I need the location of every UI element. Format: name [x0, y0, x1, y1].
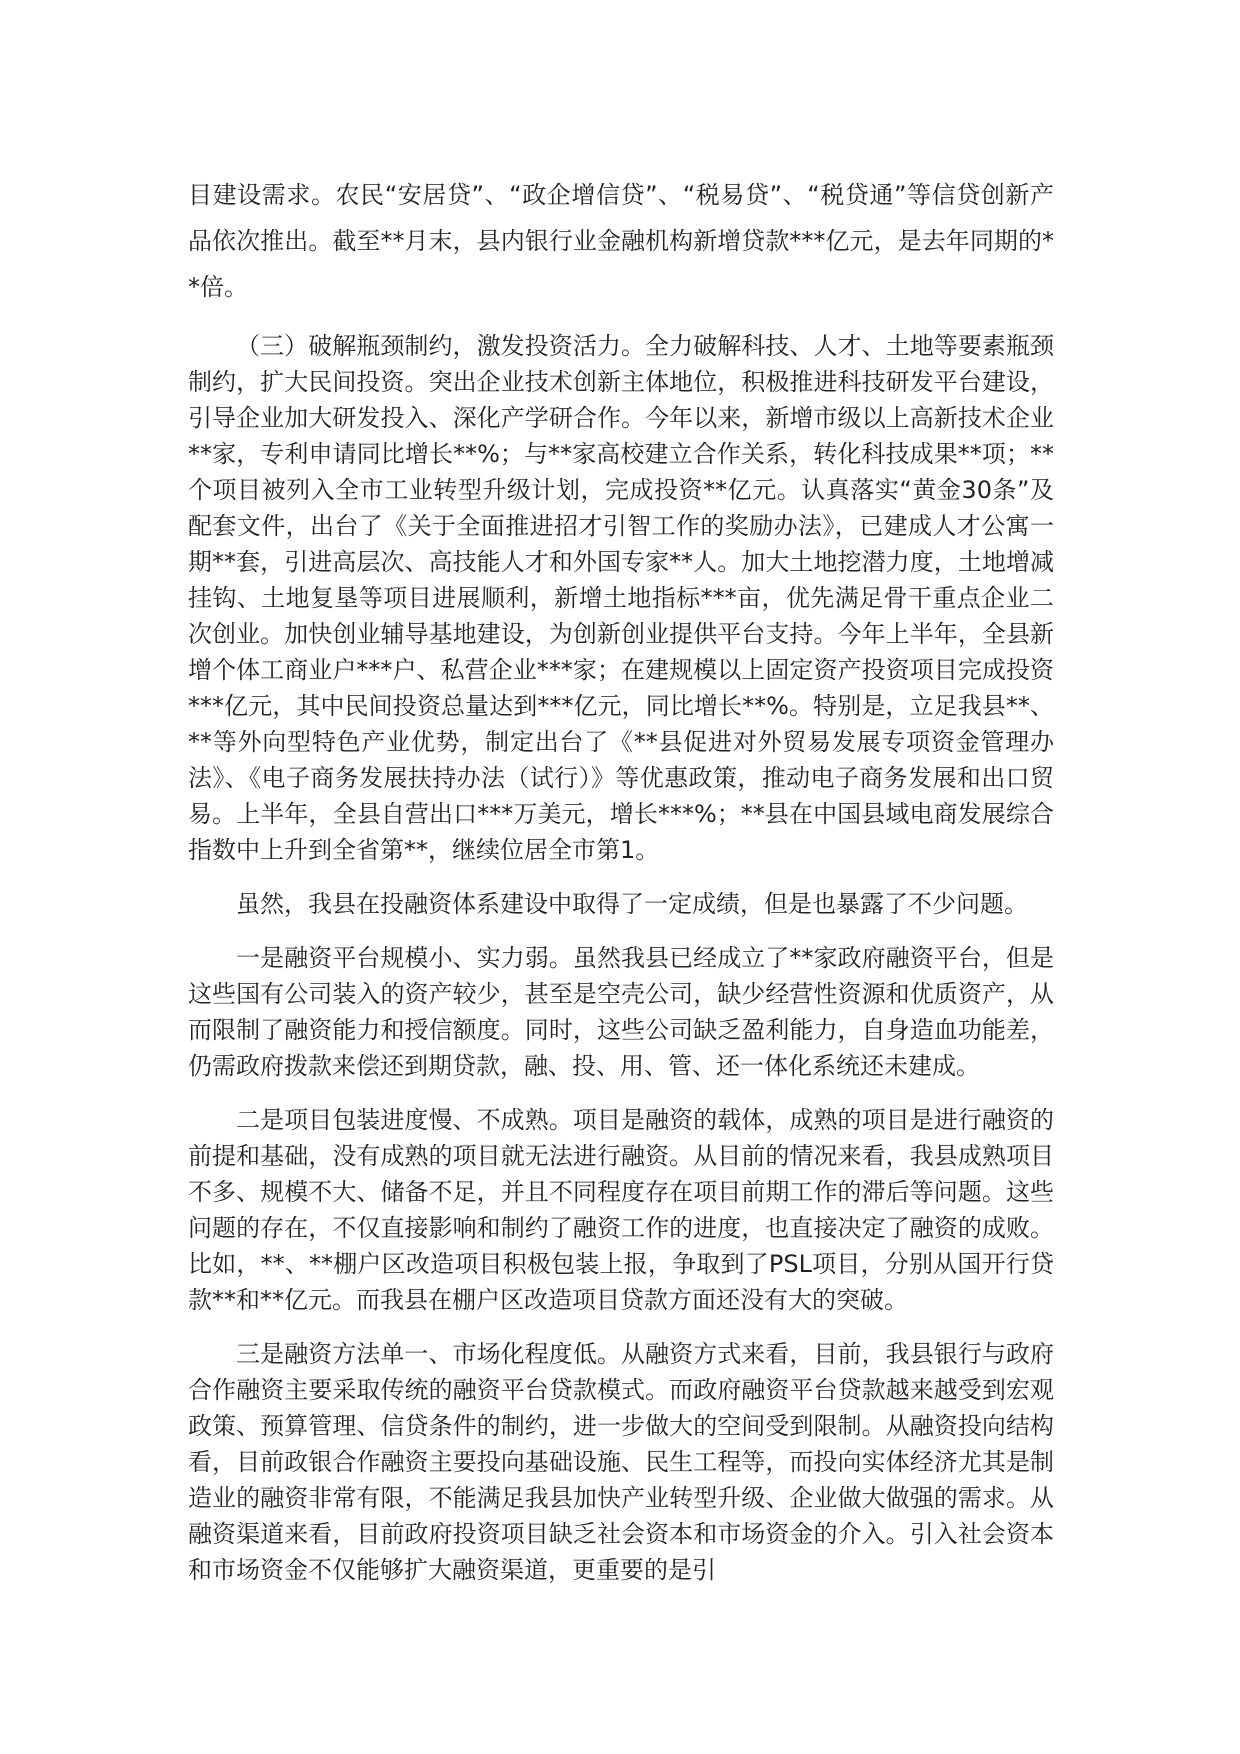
document-body	[188, 172, 1054, 1606]
paragraph-problem-two: 二是项目包装进度慢、不成熟。项目是融资的载体，成熟的项目是进行融资的前提和基础，没有成熟的项目就无法进行融资。从目前的情况来看，我县成熟项目不多、规模不大、储备不足，并且不同程度存在项目前期工作的滞后等问题。这些问题的存在，不仅直接影响和制约了融资工作的进度，也直接决定了融资的成败。比如，**、**棚户区改造项目积极包装上报，争取到了PSL项目，分别从国开行贷款**和**亿元。而我县在棚户区改造项目贷款方面还没有大的突破。	[188, 1106, 1054, 1314]
paragraph-project-demand: 目建设需求。农民“安居贷”、“政企增信贷”、“税易贷”、“税贷通”等信贷创新产品依次推出。截至**月末，县内银行业金融机构新增贷款***亿元，是去年同期的**倍。	[188, 181, 1054, 301]
paragraph-problems-intro: 虽然，我县在投融资体系建设中取得了一定成绩，但是也暴露了不少问题。	[236, 890, 1028, 918]
paragraph-problem-one: 一是融资平台规模小、实力弱。虽然我县已经成立了**家政府融资平台，但是这些国有公司装入的资产较少，甚至是空壳公司，缺少经营性资源和优质资产，从而限制了融资能力和授信额度。同时，这些公司缺乏盈利能力，自身造血功能差，仍需政府拨款来偿还到期贷款，融、投、用、管、还一体化系统还未建成。	[188, 944, 1054, 1080]
paragraph-investment-vitality: （三）破解瓶颈制约，激发投资活力。全力破解科技、人才、土地等要素瓶颈制约，扩大民间投资。突出企业技术创新主体地位，积极推进科技研发平台建设，引导企业加大研发投入、深化产学研合作。今年以来，新增市级以上高新技术企业**家，专利申请同比增长**%；与**家高校建立合作关系，转化科技成果**项；**个项目被列入全市工业转型升级计划，完成投资**亿元。认真落实“黄金30条”及配套文件，出台了《关于全面推进招才引智工作的奖励办法》，已建成人才公寓一期**套，引进高层次、高技能人才和外国专家**人。加大土地挖潜力度，土地增减挂钩、土地复垦等项目进展顺利，新增土地指标***亩，优先满足骨干重点企业二次创业。加快创业辅导基地建设，为创新创业提供平台支持。今年上半年，全县新增个体工商业户***户、私营企业***家；在建规模以上固定资产投资项目完成投资***亿元，其中民间投资总量达到***亿元，同比增长**%。特别是，立足我县**、**等外向型特色产业优势，制定出台了《**县促进对外贸易发展专项资金管理办法》、《电子商务发展扶持办法（试行）》等优惠政策，推动电子商务发展和出口贸易。上半年，全县自营出口***万美元，增长***%；**县在中国县域电商发展综合指数中上升到全省第**，继续位居全市第1。	[188, 332, 1054, 864]
paragraph-problem-three: 三是融资方法单一、市场化程度低。从融资方式来看，目前，我县银行与政府合作融资主要采取传统的融资平台贷款模式。而政府融资平台贷款越来越受到宏观政策、预算管理、信贷条件的制约，进一步做大的空间受到限制。从融资投向结构看，目前政银合作融资主要投向基础设施、民生工程等，而投向实体经济尤其是制造业的融资非常有限，不能满足我县加快产业转型升级、企业做大做强的需求。从融资渠道来看，目前政府投资项目缺乏社会资本和市场资金的介入。引入社会资本和市场资金不仅能够扩大融资渠道，更重要的是引	[188, 1340, 1054, 1584]
